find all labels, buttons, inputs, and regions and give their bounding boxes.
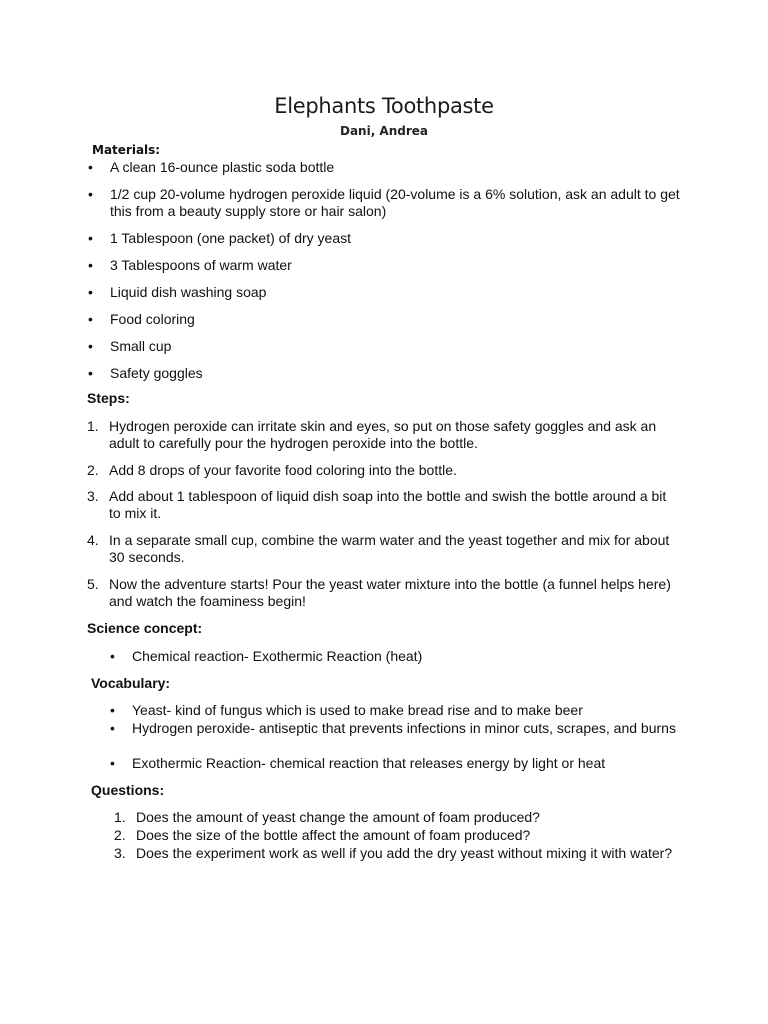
materials-heading: Materials:: [92, 143, 161, 157]
document-title: Elephants Toothpaste: [274, 94, 494, 118]
vocabulary-heading: Vocabulary:: [91, 675, 171, 691]
steps-heading: Steps:: [87, 390, 130, 406]
document-authors: Dani, Andrea: [339, 124, 429, 138]
questions-heading: Questions:: [91, 782, 165, 798]
science-concept-heading: Science concept:: [87, 620, 203, 636]
document-page: Elephants Toothpaste Dani, Andrea Materials: • A clean 16-ounce plastic soda bottle • 1/2 cup 20-volume hydrogen peroxide liquid (20-volume is a 6% solution, ask an adult to get this from a beauty supply store or hair salon) • 1 Tablespoon (one packet) of dry yeast • 3 Tablespoons of warm water • Liquid dish washing soap • Food coloring • Small cup • Safety goggles Steps: 1. Hydrogen peroxide can irritate skin and eyes, so put on those safety goggles and ask an adult to carefully pour the hydrogen peroxide into the bottle. 2. Add 8 drops of your favorite food coloring into the bottle. 3. Add about 1 tablespoon of liquid dish soap into the bottle and swish the bottle around a bit to mix it. 4. In a separate small cup, combine the warm water and the yeast together and mix for about 30 seconds. 5. Now the adventure starts! Pour the yeast water mixture into the bottle (a funnel helps here) and watch the foaminess begin! Science concept: • Chemical reaction- Exothermic Reaction (heat) Vocabulary: • Yeast- kind of fungus which is used to make bread rise and to make beer • Hydrogen peroxide- antiseptic that prevents infections in minor cuts, scrapes, and burns • Exothermic Reaction- chemical reaction that releases energy by light or heat Questions: 1. Does the amount of yeast change the amount of foam produced? 2. Does the size of the bottle affect the amount of foam produced? 3. Does the experiment work as well if you add the dry yeast without mixing it with water?: [0, 0, 768, 1024]
